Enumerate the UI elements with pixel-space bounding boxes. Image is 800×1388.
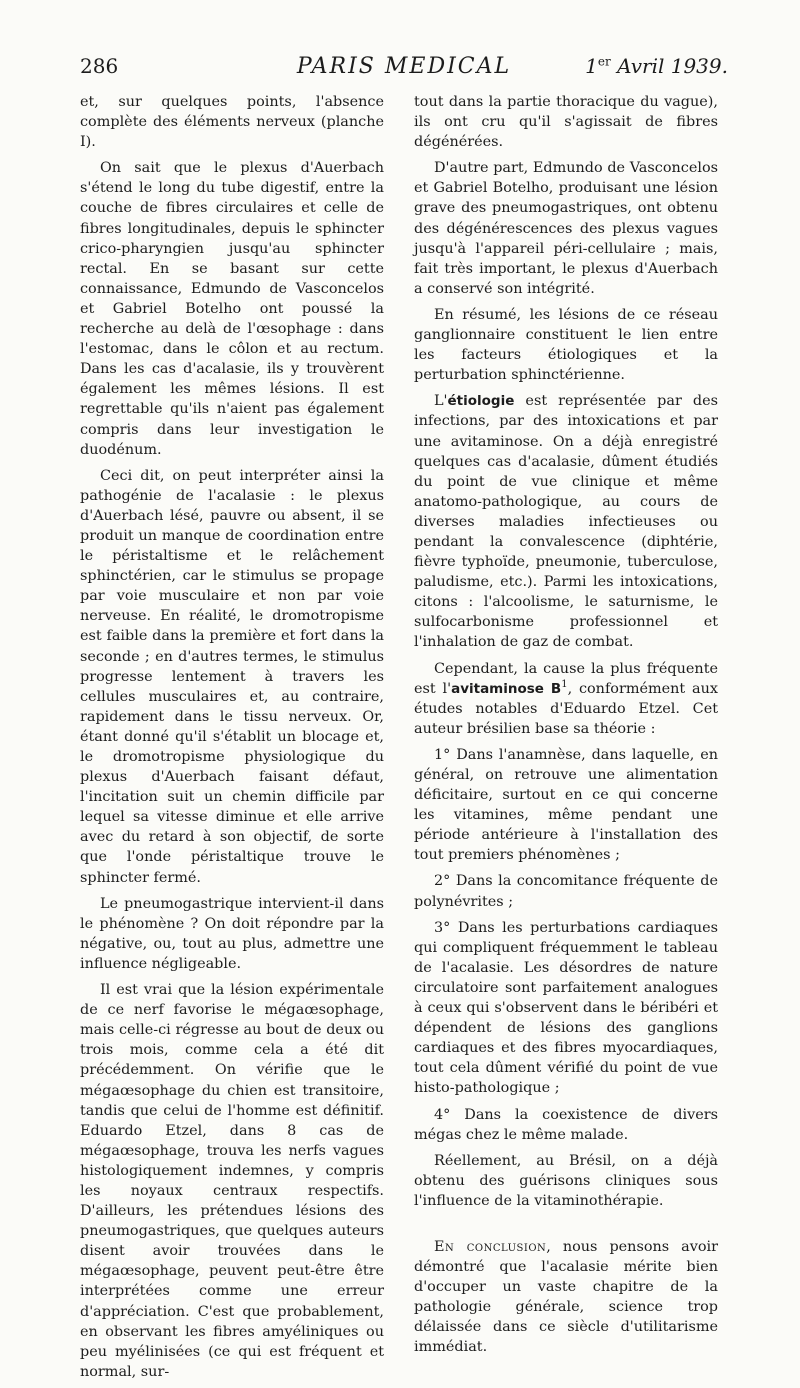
paragraph: Réellement, au Brésil, on a déjà obtenu des guérisons cliniques sous l'influence de la vitaminothérapie. — [414, 1152, 718, 1209]
list-item: 4° Dans la coexistence de divers mégas chez le même malade. — [414, 1106, 718, 1143]
paragraph: Le pneumogastrique intervient-il dans le phénomène ? On doit répondre par la négative, ou, tout au plus, admettre une influence négligeable. — [80, 895, 384, 972]
footnote-marker: 1 — [561, 678, 568, 690]
list-item: 3° Dans les perturbations cardiaques qui compliquent fréquemment le tableau de l'acalasie. Les désordres de nature circulatoire sont parfaitement analogues à ceux qui s'observent dans le béribéri et dépendent de lésions des ganglions cardiaques et des fibres myocardiaques, tout cela dûment vérifié du point de vue histo-pathologique ; — [414, 919, 718, 1097]
left-column — [80, 92, 384, 1388]
journal-title: PARIS MEDICAL — [296, 54, 512, 79]
paragraph-etiologie: L'étiologie est représentée par des infections, par des intoxications et par une avitaminose. On a déjà enregistré quelques cas d'acalasie, dûment étudiés du point de vue clinique et même anatomo-pathologique, au cours de diverses maladies infectieuses ou pendant la convalescence (diphtérie, fièvre typhoïde, pneumonie, tuberculose, paludisme, etc.). Parmi les intoxications, citons : l'alcoolisme, le saturnisme, le sulfocarbonisme professionnel et l'inhalation de gaz de combat. — [414, 393, 718, 651]
page-number: 286 — [80, 54, 119, 78]
paragraph-avitaminose: Cependant, la cause la plus fréquente est l'avitaminose B$^1$, conformément aux études notables d'Eduardo Etzel. Cet auteur brésilien base sa théorie : — [414, 660, 718, 737]
running-header — [80, 54, 728, 84]
paragraph: D'autre part, Edmundo de Vasconcelos et Gabriel Botelho, produisant une lésion grave des pneumogastriques, ont obtenu des dégénérescences des plexus vagues jusqu'à l'appareil péri-cellulaire ; mais, fait très important, le plexus d'Auerbach a conservé son intégrité. — [414, 160, 718, 297]
conclusion-lead: En conclusion — [434, 1238, 547, 1255]
paragraph: En résumé, les lésions de ce réseau ganglionnaire constituent le lien entre les facteurs étiologiques et la perturbation sphinctérienne. — [414, 306, 718, 384]
paragraph: et, sur quelques points, l'absence complète des éléments nerveux (planche I). — [80, 94, 384, 151]
paragraph-conclusion: En conclusion, nous pensons avoir démontré que l'acalasie mérite bien d'occuper un vaste chapitre de la pathologie générale, science trop délaissée dans ce siècle d'utilitarisme immédiat. — [414, 1238, 718, 1356]
paragraph: On sait que le plexus d'Auerbach s'étend le long du tube digestif, entre la couche de fibres circulaires et celle de fibres longitudinales, depuis le sphincter crico-pharyngien jusqu'au sphincter rectal. En se basant sur cette connaissance, Edmundo de Vasconcelos et Gabriel Botelho ont poussé la recherche au delà de l'œsophage : dans l'estomac, dans le côlon et au rectum. Dans les cas d'acalasie, ils y trouvèrent également les mêmes lésions. Il est regrettable qu'ils n'aient pas également compris dans leur investigation le duodénum. — [80, 160, 384, 458]
etiologie-term: étiologie — [447, 393, 515, 410]
issue-date: 1er Avril 1939. — [585, 54, 728, 78]
paragraph: tout dans la partie thoracique du vague), ils ont cru qu'il s'agissait de fibres dégénérées. — [414, 94, 718, 151]
paragraph: Ceci dit, on peut interpréter ainsi la pathogénie de l'acalasie : le plexus d'Auerbach lésé, pauvre ou absent, il se produit un manque de coordination entre le péristaltisme et le relâchement sphinctérien, car le stimulus se propage par voie musculaire et non par voie nerveuse. En réalité, le dromotropisme est faible dans la première et fort dans la seconde ; en d'autres termes, le stimulus progresse lentement à travers les cellules musculaires et, au contraire, rapidement dans le tissu nerveux. Or, étant donné qu'il s'établit un blocage et, le dromotropisme physiologique du plexus d'Auerbach faisant défaut, l'incitation suit un chemin difficile par lequel sa vitesse diminue et elle arrive avec du retard à son objectif, de sorte que l'onde péristaltique trouve le sphincter fermé. — [80, 467, 384, 886]
list-item: 2° Dans la concomitance fréquente de polynévrites ; — [414, 873, 718, 910]
list-item: 1° Dans l'anamnèse, dans laquelle, en général, on retrouve une alimentation déficitaire, surtout en ce qui concerne les vitamines, même pendant une période antérieure à l'installation des tout premiers phénomènes ; — [414, 746, 718, 864]
paragraph: Il est vrai que la lésion expérimentale de ce nerf favorise le mégaœsophage, mais celle-ci régresse au bout de deux ou trois mois, comme cela a été dit précédemment. On vérifie que le mégaœsophage du chien est transitoire, tandis que celui de l'homme est définitif. Eduardo Etzel, dans 8 cas de mégaœsophage, trouva les nerfs vagues histologiquement indemnes, y compris les noyaux centraux respectifs. D'ailleurs, les prétendues lésions des pneumogastriques, que quelques auteurs disent avoir trouvées dans le mégaœsophage, peuvent peut-être être interprétées comme une erreur d'appréciation. C'est que probablement, en observant les fibres amyéliniques ou peu myélinisées (ce qui est fréquent et normal, sur- — [80, 982, 384, 1380]
avitaminose-term: avitaminose B — [451, 680, 562, 697]
right-column — [414, 92, 718, 1364]
